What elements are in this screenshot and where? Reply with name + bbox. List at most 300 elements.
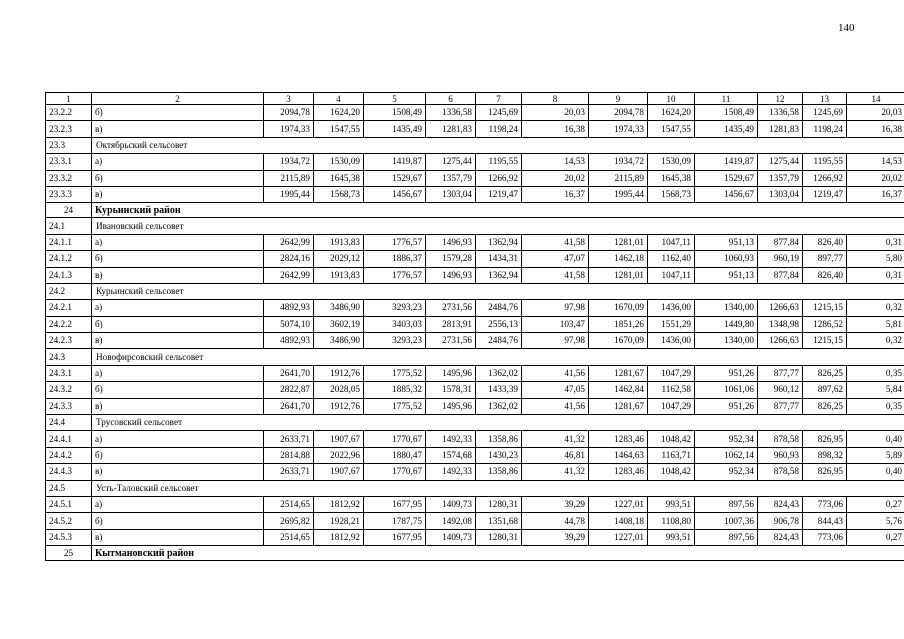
table-cell: 1787,75 [364,513,426,529]
row-id: 24.2.1 [46,300,92,316]
table-cell: 1281,67 [589,398,648,414]
table-cell: 2029,12 [314,251,364,267]
table-cell: 1430,23 [476,447,522,463]
table-cell: 1047,29 [648,365,695,381]
table-cell: 993,51 [648,496,695,512]
table-cell: 1409,73 [426,529,476,545]
row-label: а) [92,300,264,316]
table-cell: 5,80 [847,251,904,267]
table-cell: 1776,57 [364,267,426,283]
table-cell: 2514,65 [264,496,314,512]
table-cell: 877,84 [758,234,803,250]
table-cell: 1336,58 [758,105,803,121]
table-cell: 1456,67 [695,186,758,202]
region-row [46,203,904,218]
table-cell: 0,31 [847,234,904,250]
table-cell: 2642,99 [264,234,314,250]
row-id: 23.2.2 [46,105,92,121]
table-cell: 1358,86 [476,431,522,447]
table-cell: 824,43 [758,496,803,512]
table-cell: 1995,44 [264,186,314,202]
table-cell: 1362,02 [476,365,522,381]
table-cell: 1885,32 [364,382,426,398]
table-cell: 1219,47 [803,186,847,202]
table-cell: 41,32 [522,431,589,447]
section-title: Новофирсовский сельсовет [92,349,904,365]
table-cell: 1303,04 [758,186,803,202]
table-cell: 1281,83 [426,121,476,137]
table-cell: 1776,57 [364,234,426,250]
table-cell: 5074,10 [264,316,314,332]
table-cell: 826,40 [803,234,847,250]
table-cell: 1198,24 [803,121,847,137]
table-cell: 3293,23 [364,300,426,316]
table-cell: 1851,26 [589,316,648,332]
table-cell: 1449,80 [695,316,758,332]
table-cell: 1266,92 [803,170,847,186]
table-cell: 826,25 [803,365,847,381]
table-cell: 1547,55 [648,121,695,137]
row-id: 23.3.1 [46,154,92,170]
table-cell: 4892,93 [264,333,314,349]
table-row [46,186,904,202]
row-id: 24.5.1 [46,496,92,512]
table-cell: 1677,95 [364,529,426,545]
row-id: 23.3.2 [46,170,92,186]
table-cell: 1670,09 [589,333,648,349]
section-row [46,349,904,365]
section-row [46,480,904,496]
row-label: б) [92,251,264,267]
table-cell: 1880,47 [364,447,426,463]
table-cell: 1775,52 [364,365,426,381]
table-cell: 14,53 [522,154,589,170]
table-cell: 960,12 [758,382,803,398]
table-cell: 1047,29 [648,398,695,414]
table-cell: 1496,93 [426,234,476,250]
row-label: в) [92,529,264,545]
table-cell: 1195,55 [476,154,522,170]
table-cell: 1275,44 [758,154,803,170]
table-cell: 1303,04 [426,186,476,202]
table-row [46,513,904,529]
column-header: 8 [522,93,589,105]
table-cell: 47,05 [522,382,589,398]
table-cell: 2822,87 [264,382,314,398]
table-cell: 0,31 [847,267,904,283]
table-cell: 1409,73 [426,496,476,512]
table-cell: 826,40 [803,267,847,283]
row-label: в) [92,267,264,283]
column-header: 6 [426,93,476,105]
region-title: Курьинский район [92,203,904,218]
table-cell: 1266,92 [476,170,522,186]
table-cell: 1061,06 [695,382,758,398]
table-cell: 41,56 [522,398,589,414]
table-cell: 1495,96 [426,365,476,381]
table-cell: 1419,87 [364,154,426,170]
row-id: 24.4 [46,415,92,431]
table-cell: 951,13 [695,267,758,283]
table-cell: 1047,11 [648,234,695,250]
column-header: 11 [695,93,758,105]
table-cell: 41,56 [522,365,589,381]
table-cell: 824,43 [758,529,803,545]
table-cell: 1048,42 [648,431,695,447]
table-cell: 1227,01 [589,496,648,512]
table-cell: 1907,67 [314,431,364,447]
table-cell: 826,95 [803,431,847,447]
table-cell: 1464,63 [589,447,648,463]
row-id: 24.2 [46,283,92,299]
table-cell: 1645,38 [314,170,364,186]
row-id: 24.5.2 [46,513,92,529]
table-row [46,300,904,316]
table-cell: 1434,31 [476,251,522,267]
row-label: б) [92,316,264,332]
table-cell: 1508,49 [364,105,426,121]
table-cell: 0,27 [847,496,904,512]
row-id: 25 [46,546,92,561]
table-cell: 1281,67 [589,365,648,381]
table-cell: 1492,08 [426,513,476,529]
table-cell: 1496,93 [426,267,476,283]
table-cell: 0,40 [847,431,904,447]
row-id: 23.3 [46,137,92,153]
row-id: 24.1 [46,218,92,234]
table-cell: 1433,39 [476,382,522,398]
table-cell: 1812,92 [314,529,364,545]
table-cell: 952,34 [695,464,758,480]
data-table [45,92,904,561]
table-cell: 1362,02 [476,398,522,414]
section-row [46,415,904,431]
table-cell: 960,93 [758,447,803,463]
table-cell: 1357,79 [758,170,803,186]
table-cell: 1913,83 [314,234,364,250]
table-cell: 1245,69 [476,105,522,121]
table-cell: 1362,94 [476,234,522,250]
table-cell: 0,35 [847,365,904,381]
table-cell: 46,81 [522,447,589,463]
table-cell: 844,43 [803,513,847,529]
table-cell: 44,78 [522,513,589,529]
table-cell: 2695,82 [264,513,314,529]
table-cell: 898,32 [803,447,847,463]
table-cell: 1934,72 [589,154,648,170]
table-cell: 1435,49 [695,121,758,137]
table-cell: 1047,11 [648,267,695,283]
table-cell: 2028,05 [314,382,364,398]
table-cell: 1770,67 [364,464,426,480]
table-cell: 1215,15 [803,333,847,349]
table-cell: 1645,38 [648,170,695,186]
table-cell: 1358,86 [476,464,522,480]
table-cell: 2731,56 [426,333,476,349]
table-row [46,105,904,121]
table-cell: 878,58 [758,431,803,447]
table-cell: 1281,01 [589,234,648,250]
table-cell: 1436,00 [648,300,695,316]
section-title: Трусовский сельсовет [92,415,904,431]
row-label: а) [92,154,264,170]
table-cell: 20,03 [522,105,589,121]
table-cell: 39,29 [522,496,589,512]
table-row [46,170,904,186]
row-id: 24.3.2 [46,382,92,398]
table-cell: 4892,93 [264,300,314,316]
table-cell: 16,38 [847,121,904,137]
table-cell: 2641,70 [264,398,314,414]
table-cell: 2633,71 [264,431,314,447]
table-cell: 1281,01 [589,267,648,283]
table-row [46,382,904,398]
table-cell: 1283,46 [589,431,648,447]
row-id: 24.1.1 [46,234,92,250]
row-label: в) [92,121,264,137]
table-cell: 2115,89 [589,170,648,186]
table-cell: 1568,73 [648,186,695,202]
table-cell: 1568,73 [314,186,364,202]
table-cell: 1530,09 [648,154,695,170]
row-label: б) [92,382,264,398]
table-cell: 1812,92 [314,496,364,512]
table-cell: 41,32 [522,464,589,480]
table-cell: 1551,29 [648,316,695,332]
column-header: 2 [92,93,264,105]
table-row [46,121,904,137]
table-cell: 1677,95 [364,496,426,512]
table-cell: 41,58 [522,234,589,250]
table-cell: 1062,14 [695,447,758,463]
row-id: 24.2.2 [46,316,92,332]
table-cell: 1456,67 [364,186,426,202]
table-cell: 2514,65 [264,529,314,545]
table-cell: 2642,99 [264,267,314,283]
table-cell: 877,84 [758,267,803,283]
row-id: 24.1.3 [46,267,92,283]
table-cell: 1886,37 [364,251,426,267]
table-cell: 1280,31 [476,496,522,512]
table-cell: 1108,80 [648,513,695,529]
table-cell: 0,35 [847,398,904,414]
table-cell: 1351,68 [476,513,522,529]
table-cell: 1198,24 [476,121,522,137]
table-cell: 1574,68 [426,447,476,463]
table-row [46,431,904,447]
row-label: б) [92,447,264,463]
table-cell: 1530,09 [314,154,364,170]
table-cell: 5,76 [847,513,904,529]
row-id: 23.2.3 [46,121,92,137]
column-header: 7 [476,93,522,105]
table-cell: 3293,23 [364,333,426,349]
table-cell: 951,26 [695,365,758,381]
section-row [46,218,904,234]
table-cell: 1048,42 [648,464,695,480]
table-row [46,267,904,283]
table-cell: 3486,90 [314,333,364,349]
column-header: 10 [648,93,695,105]
table-cell: 20,02 [847,170,904,186]
table-row [46,447,904,463]
table-cell: 878,58 [758,464,803,480]
table-cell: 20,03 [847,105,904,121]
table-cell: 960,19 [758,251,803,267]
table-cell: 1670,09 [589,300,648,316]
table-cell: 1281,83 [758,121,803,137]
table-cell: 0,32 [847,300,904,316]
row-label: б) [92,513,264,529]
table-cell: 2633,71 [264,464,314,480]
table-cell: 1435,49 [364,121,426,137]
table-cell: 993,51 [648,529,695,545]
row-id: 24.3.3 [46,398,92,414]
table-cell: 2813,91 [426,316,476,332]
table-cell: 897,56 [695,529,758,545]
table-cell: 0,32 [847,333,904,349]
row-label: в) [92,186,264,202]
table-header-row [46,93,904,105]
row-label: в) [92,464,264,480]
table-cell: 1770,67 [364,431,426,447]
table-cell: 5,84 [847,382,904,398]
table-cell: 1492,33 [426,464,476,480]
column-header: 3 [264,93,314,105]
table-cell: 2556,13 [476,316,522,332]
row-id: 24.1.2 [46,251,92,267]
column-header: 5 [364,93,426,105]
table-cell: 1215,15 [803,300,847,316]
table-cell: 1579,28 [426,251,476,267]
table-cell: 1928,21 [314,513,364,529]
table-cell: 1286,52 [803,316,847,332]
table-cell: 2731,56 [426,300,476,316]
table-cell: 1462,84 [589,382,648,398]
page-number: 140 [838,22,855,34]
row-id: 24.5.3 [46,529,92,545]
table-cell: 1912,76 [314,365,364,381]
table-cell: 1912,76 [314,398,364,414]
table-cell: 1495,96 [426,398,476,414]
table-cell: 906,78 [758,513,803,529]
table-cell: 897,77 [803,251,847,267]
table-cell: 773,06 [803,529,847,545]
table-cell: 16,37 [847,186,904,202]
table-cell: 0,40 [847,464,904,480]
table-cell: 952,34 [695,431,758,447]
table-cell: 1547,55 [314,121,364,137]
table-cell: 1336,58 [426,105,476,121]
table-cell: 1408,18 [589,513,648,529]
table-cell: 826,95 [803,464,847,480]
table-cell: 1419,87 [695,154,758,170]
table-cell: 1007,36 [695,513,758,529]
table-cell: 1245,69 [803,105,847,121]
section-row [46,137,904,153]
table-cell: 1462,18 [589,251,648,267]
column-header: 14 [847,93,904,105]
table-cell: 3403,03 [364,316,426,332]
table-cell: 951,26 [695,398,758,414]
table-cell: 1624,20 [314,105,364,121]
table-cell: 1227,01 [589,529,648,545]
table-cell: 1436,00 [648,333,695,349]
table-cell: 39,29 [522,529,589,545]
table-cell: 877,77 [758,365,803,381]
table-row [46,365,904,381]
table-cell: 951,13 [695,234,758,250]
table-cell: 1913,83 [314,267,364,283]
table-cell: 1266,63 [758,300,803,316]
section-title: Октябрьский сельсовет [92,137,904,153]
row-id: 24 [46,203,92,218]
region-title: Кытмановский район [92,546,904,561]
column-header: 1 [46,93,92,105]
table-cell: 1340,00 [695,300,758,316]
table-cell: 1362,94 [476,267,522,283]
table-cell: 1340,00 [695,333,758,349]
table-cell: 1283,46 [589,464,648,480]
row-id: 24.3 [46,349,92,365]
table-cell: 1275,44 [426,154,476,170]
row-label: б) [92,170,264,186]
row-id: 24.4.2 [46,447,92,463]
table-cell: 1974,33 [589,121,648,137]
row-id: 24.4.1 [46,431,92,447]
table-row [46,234,904,250]
table-cell: 1280,31 [476,529,522,545]
table-cell: 773,06 [803,496,847,512]
row-id: 24.2.3 [46,333,92,349]
table-cell: 2484,76 [476,333,522,349]
table-cell: 1934,72 [264,154,314,170]
column-header: 9 [589,93,648,105]
table-cell: 1775,52 [364,398,426,414]
row-label: а) [92,431,264,447]
table-cell: 1529,67 [695,170,758,186]
region-row [46,546,904,561]
column-header: 12 [758,93,803,105]
table-row [46,464,904,480]
row-label: а) [92,365,264,381]
table-cell: 1060,93 [695,251,758,267]
table-cell: 1529,67 [364,170,426,186]
table-cell: 2824,16 [264,251,314,267]
table-cell: 3486,90 [314,300,364,316]
table-row [46,154,904,170]
table-cell: 1492,33 [426,431,476,447]
table-row [46,529,904,545]
section-title: Ивановский сельсовет [92,218,904,234]
table-row [46,251,904,267]
table-cell: 1348,98 [758,316,803,332]
row-id: 24.5 [46,480,92,496]
table-cell: 1195,55 [803,154,847,170]
section-title: Усть-Таловский сельсовет [92,480,904,496]
table-cell: 1162,58 [648,382,695,398]
table-cell: 1219,47 [476,186,522,202]
table-cell: 1624,20 [648,105,695,121]
table-cell: 1508,49 [695,105,758,121]
table-row [46,398,904,414]
row-label: в) [92,398,264,414]
table-cell: 897,56 [695,496,758,512]
table-cell: 3602,19 [314,316,364,332]
row-id: 24.3.1 [46,365,92,381]
table-cell: 41,58 [522,267,589,283]
table-cell: 2115,89 [264,170,314,186]
